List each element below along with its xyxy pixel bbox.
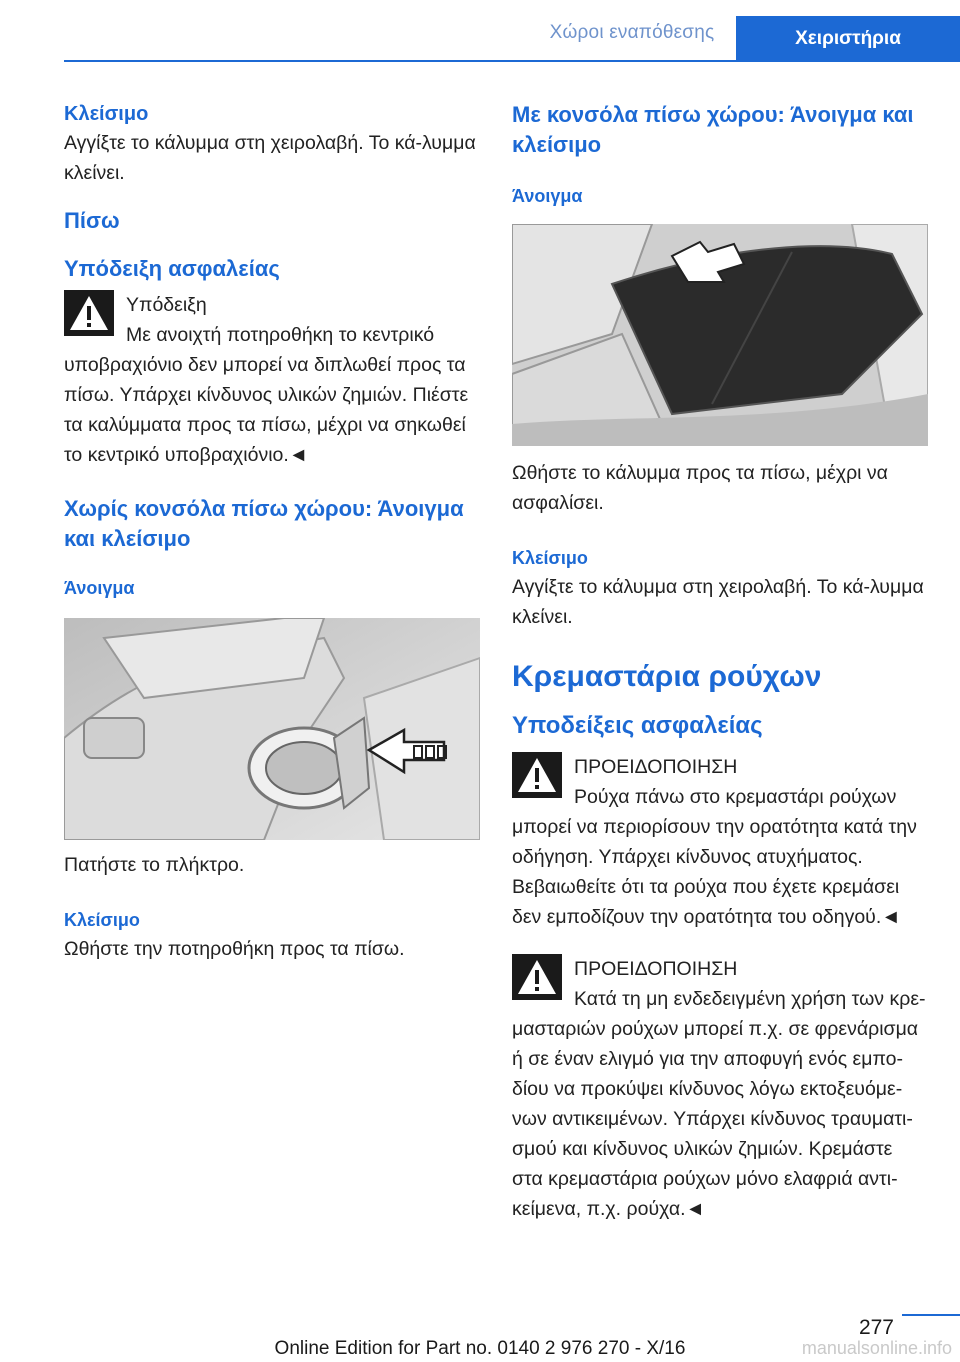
warning-icon bbox=[64, 290, 114, 336]
closing-text: Αγγίξτε το κάλυμμα στη χειρολαβή. Το κά-λυμμα κλείνει. bbox=[64, 132, 476, 184]
without-console-heading: Χωρίς κονσόλα πίσω χώρου: Άνοιγμα και κλείσιμο bbox=[64, 496, 464, 551]
opening-heading: Άνοιγμα bbox=[64, 578, 135, 598]
warning-icon bbox=[512, 752, 562, 798]
edition-footer: Online Edition for Part no. 0140 2 976 270 - X/16 bbox=[274, 1338, 686, 1359]
hangers-safety-heading: Υποδείξεις ασφαλείας bbox=[512, 712, 763, 739]
warning-label-2: ΠΡΟΕΙΔΟΠΟΙΗΣΗ bbox=[574, 958, 738, 980]
right-column bbox=[512, 100, 928, 1224]
cupholder-figure bbox=[64, 618, 480, 840]
figure-caption-right: Ωθήστε το κάλυμμα προς τα πίσω, μέχρι να ασφαλίσει. bbox=[512, 462, 888, 514]
warning-box-2 bbox=[512, 954, 928, 1224]
warning-box bbox=[64, 290, 480, 470]
page-number-rule bbox=[902, 1314, 960, 1316]
closing-text-right: Αγγίξτε το κάλυμμα στη χειρολαβή. Το κά-λυμμα κλείνει. bbox=[512, 576, 924, 628]
watermark: manualsonline.info bbox=[801, 1338, 952, 1358]
header-rule bbox=[64, 60, 960, 62]
rear-heading: Πίσω bbox=[64, 208, 120, 233]
warning-box-1 bbox=[512, 752, 928, 932]
console-cover-figure bbox=[512, 224, 928, 446]
closing-heading-2: Κλείσιμο bbox=[64, 910, 140, 930]
figure-caption: Πατήστε το πλήκτρο. bbox=[64, 854, 245, 876]
warning-text-2: Κατά τη μη ενδεδειγμένη χρήση των κρε-μασταριών ρούχων μπορεί π.χ. σε φρενάρισμα ή σε έναν ελιγμό για την αποφυγή ενός εμπο-δίου να προκύψει κίνδυνος λόγω εκτοξευόμε-νων αντικειμένων. Υπάρχει κίνδυνος τραυματι-σμού και κίνδυνος υλικών ζημιών. Κρεμάστε στα κρεμαστάρια ρούχων μόνο ελαφριά αντι-κείμενα, π.χ. ρούχα.◄ bbox=[512, 988, 926, 1220]
warning-text: Με ανοιχτή ποτηροθήκη το κεντρικό υποβραχιόνιο δεν μπορεί να διπλωθεί προς τα πίσω. Υπάρχει κίνδυνος υλικών ζημιών. Πιέστε τα καλύμματα προς τα πίσω, μέχρι να σηκωθεί το κεντρικό υποβραχιόνιο.◄ bbox=[64, 324, 469, 466]
warning-label: Υπόδειξη bbox=[126, 294, 207, 316]
warning-icon bbox=[512, 954, 562, 1000]
closing-heading: Κλείσιμο bbox=[64, 103, 149, 125]
page-header bbox=[0, 0, 960, 62]
with-console-heading: Με κονσόλα πίσω χώρου: Άνοιγμα και κλείσιμο bbox=[512, 102, 914, 157]
tab-section[interactable]: Χώροι εναπόθεσης bbox=[549, 22, 715, 43]
closing-heading-right: Κλείσιμο bbox=[512, 548, 588, 568]
page-number: 277 bbox=[858, 1316, 894, 1339]
hangers-heading: Κρεμαστάρια ρούχων bbox=[512, 660, 822, 693]
warning-text-1: Ρούχα πάνω στο κρεμαστάρι ρούχων μπορεί να περιορίσουν την ορατότητα κατά την οδήγηση. Υπάρχει κίνδυνος ατυχήματος. Βεβαιωθείτε ότι τα ρούχα που έχετε κρεμάσει δεν εμποδίζουν την ορατότητα του οδηγού.◄ bbox=[512, 786, 917, 928]
safety-heading: Υπόδειξη ασφαλείας bbox=[64, 256, 280, 281]
opening-heading-right: Άνοιγμα bbox=[512, 186, 583, 206]
tab-chapter[interactable]: Χειριστήρια bbox=[736, 16, 960, 62]
closing-text-2: Ωθήστε την ποτηροθήκη προς τα πίσω. bbox=[64, 938, 405, 960]
warning-label-1: ΠΡΟΕΙΔΟΠΟΙΗΣΗ bbox=[574, 756, 738, 778]
left-column bbox=[64, 100, 480, 964]
